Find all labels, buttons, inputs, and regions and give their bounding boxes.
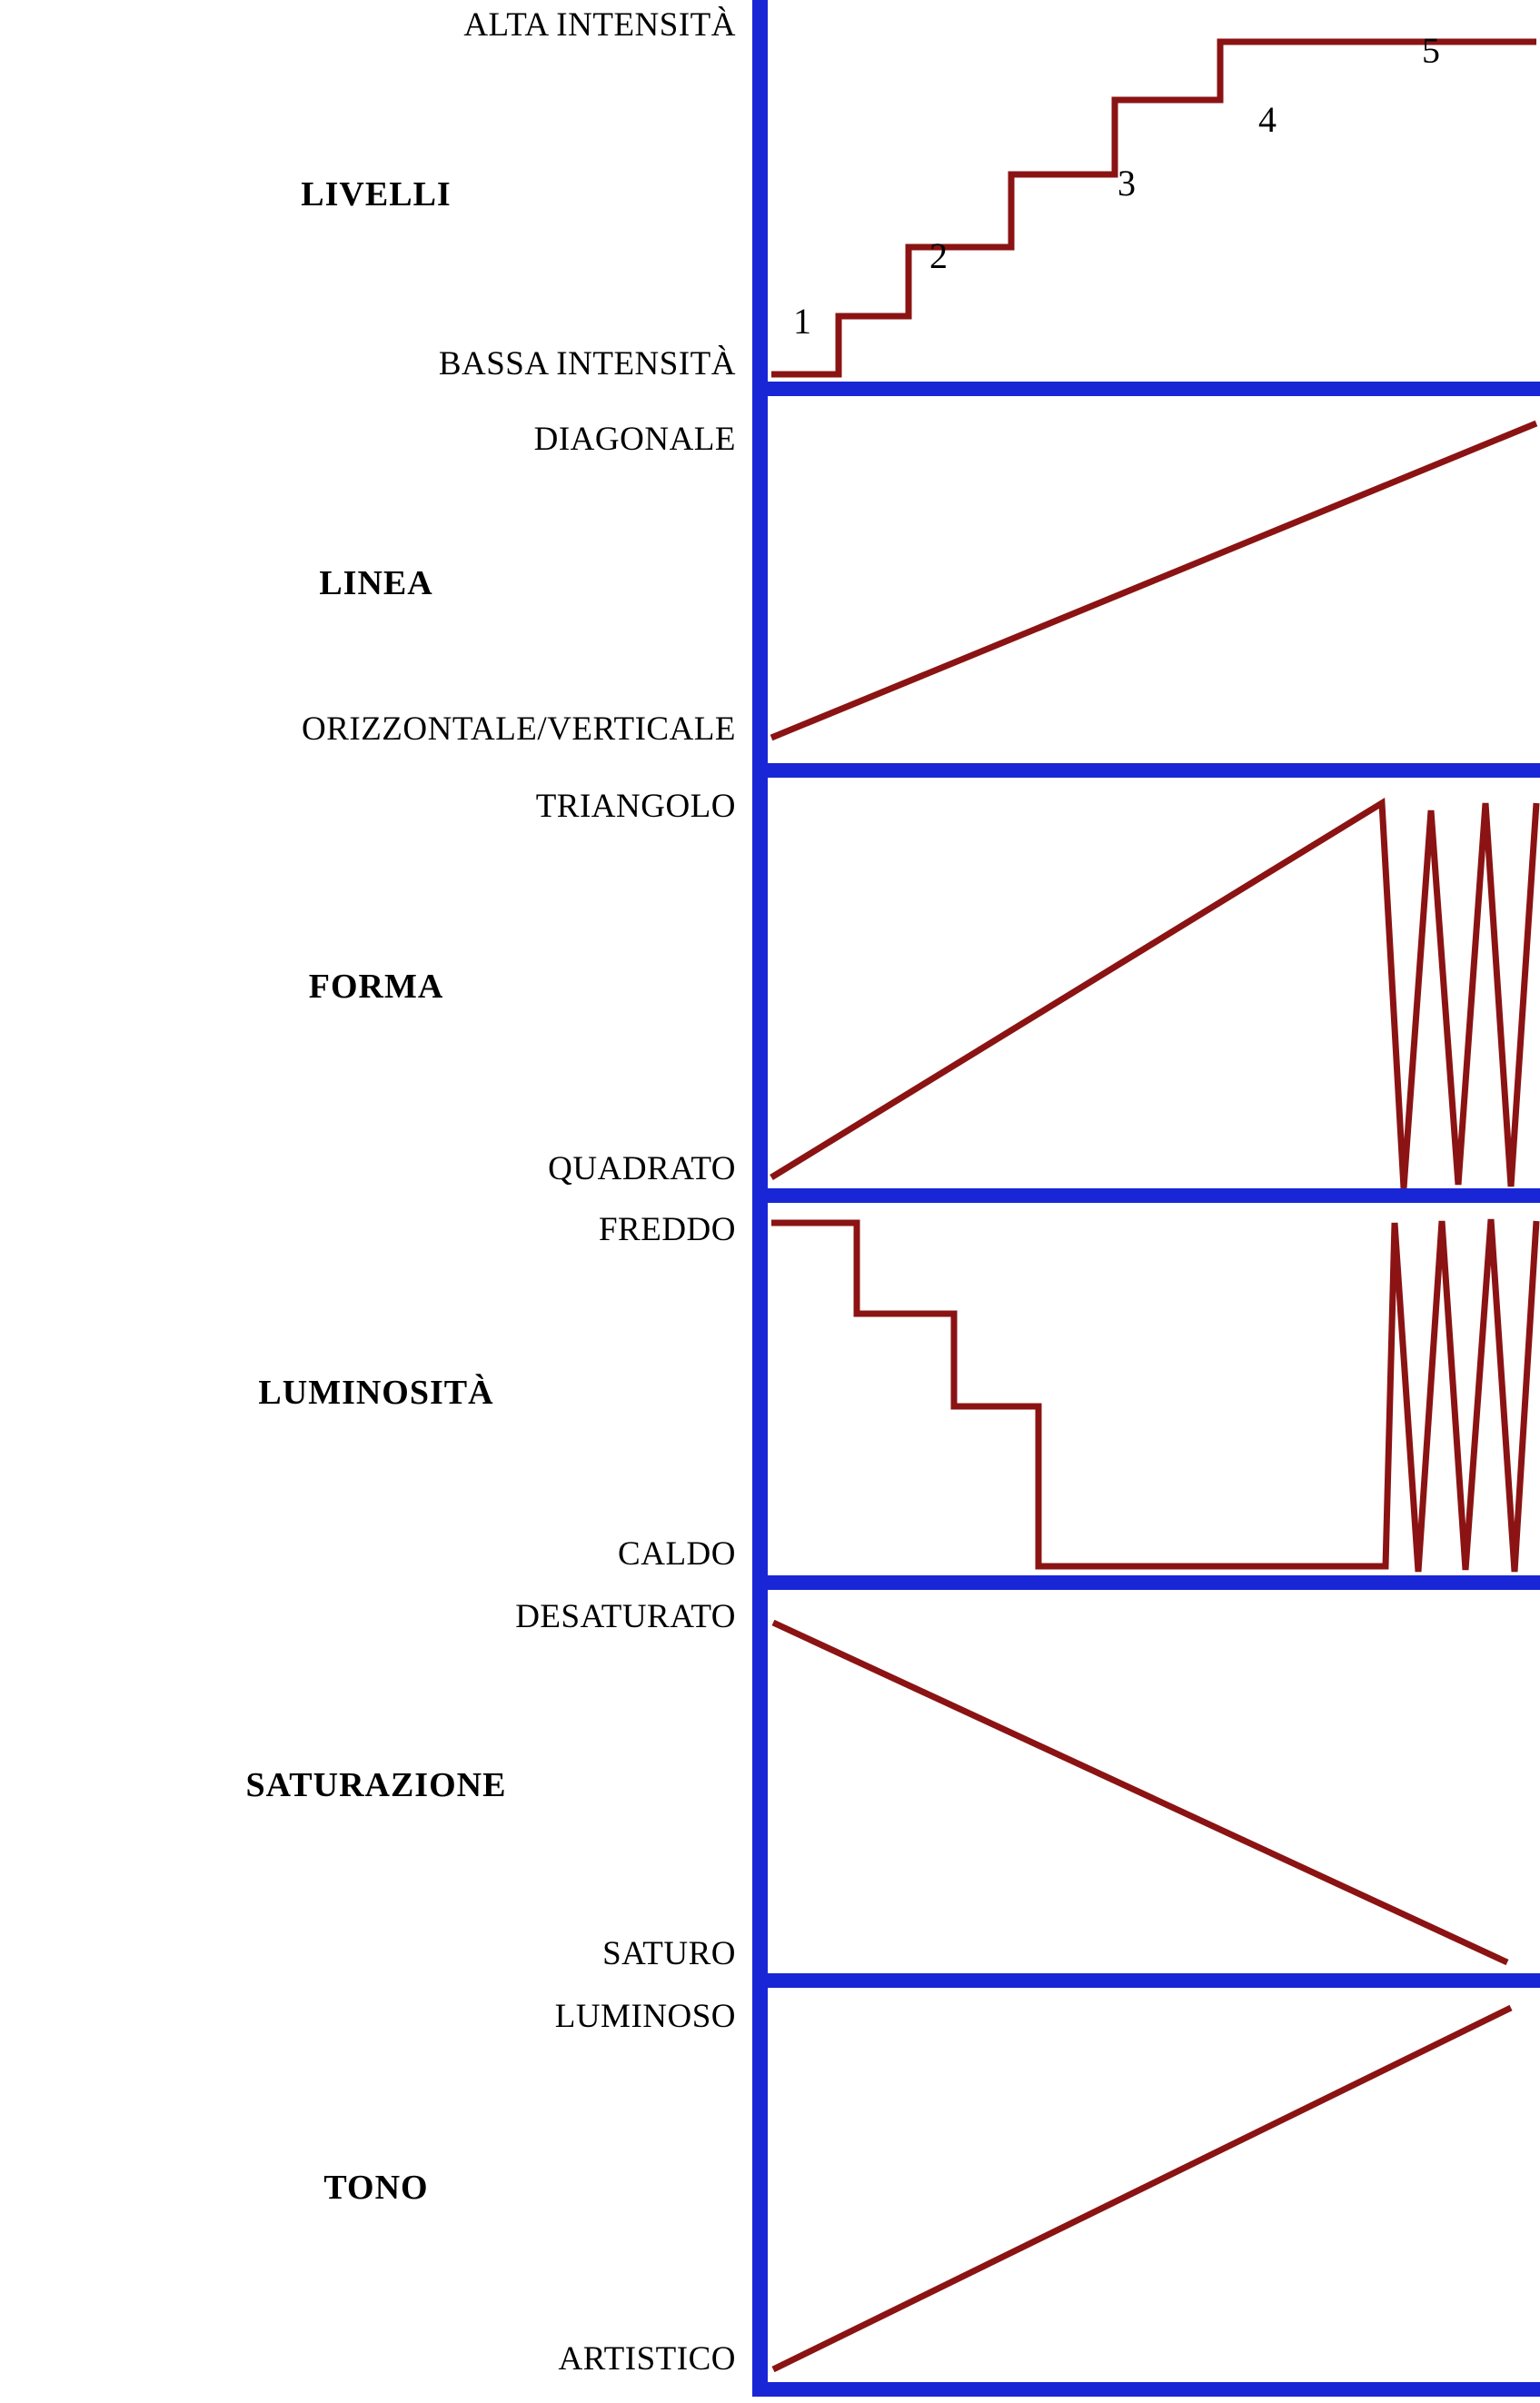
panel-saturazione-curve xyxy=(768,1590,1540,1981)
panel-livelli-labels xyxy=(0,0,752,389)
panel-forma-curve xyxy=(768,778,1540,1196)
step-label-2: 2 xyxy=(929,235,948,276)
panel-linea-labels xyxy=(0,396,752,770)
step-label-1: 1 xyxy=(793,301,811,342)
panel-saturazione-top-label: DESATURATO xyxy=(515,1598,736,1635)
axis-horizontal-forma xyxy=(752,1188,1540,1203)
axis-vertical-luminosita xyxy=(752,1203,768,1583)
panel-saturazione-category: SATURAZIONE xyxy=(245,1766,507,1804)
axis-horizontal-linea xyxy=(752,763,1540,778)
panel-luminosita-top-label: FREDDO xyxy=(598,1211,736,1248)
step-label-5: 5 xyxy=(1422,30,1440,71)
panel-linea-top-label: DIAGONALE xyxy=(533,421,736,458)
panel-saturazione-bottom-label: SATURO xyxy=(602,1935,736,1972)
panel-saturazione xyxy=(0,1590,1540,1981)
panel-tono-category: TONO xyxy=(323,2169,429,2207)
axis-vertical-livelli xyxy=(752,0,768,389)
step-label-4: 4 xyxy=(1258,99,1277,140)
panel-linea-category: LINEA xyxy=(319,564,433,602)
axis-vertical-tono xyxy=(752,1988,768,2388)
step-label-3: 3 xyxy=(1118,163,1136,204)
panel-luminosita-bottom-label: CALDO xyxy=(618,1535,736,1573)
panel-saturazione-plot xyxy=(768,1590,1540,1981)
panel-forma-plot xyxy=(768,778,1540,1196)
axis-vertical-forma xyxy=(752,778,768,1196)
panel-livelli-top-label: ALTA INTENSITÀ xyxy=(463,6,736,44)
panel-tono-bottom-label: ARTISTICO xyxy=(558,2340,736,2378)
panel-tono-plot xyxy=(768,1988,1540,2388)
panel-forma-labels xyxy=(0,778,752,1196)
panel-linea-plot xyxy=(768,396,1540,770)
panel-tono-curve xyxy=(768,1988,1540,2388)
panel-forma-category: FORMA xyxy=(308,968,444,1006)
panel-tono xyxy=(0,1988,1540,2388)
panel-luminosita xyxy=(0,1203,1540,1583)
panel-linea xyxy=(0,396,1540,770)
panel-tono-labels xyxy=(0,1988,752,2388)
axis-horizontal-livelli xyxy=(752,382,1540,396)
panel-livelli xyxy=(0,0,1540,389)
panel-luminosita-curve xyxy=(768,1203,1540,1583)
panel-livelli-plot xyxy=(768,0,1540,389)
panel-forma-bottom-label: QUADRATO xyxy=(548,1150,736,1187)
panel-saturazione-labels xyxy=(0,1590,752,1981)
panel-linea-curve xyxy=(768,396,1540,770)
panel-linea-bottom-label: ORIZZONTALE/VERTICALE xyxy=(301,710,736,748)
panel-forma-top-label: TRIANGOLO xyxy=(535,788,736,825)
panel-tono-top-label: LUMINOSO xyxy=(554,1998,736,2035)
axis-horizontal-saturazione xyxy=(752,1973,1540,1988)
panel-luminosita-labels xyxy=(0,1203,752,1583)
axis-horizontal-tono xyxy=(752,2382,1540,2397)
panel-forma xyxy=(0,778,1540,1196)
panel-luminosita-category: LUMINOSITÀ xyxy=(258,1374,494,1412)
panel-luminosita-plot xyxy=(768,1203,1540,1583)
axis-vertical-saturazione xyxy=(752,1590,768,1981)
panel-livelli-category: LIVELLI xyxy=(301,175,452,213)
panel-livelli-bottom-label: BASSA INTENSITÀ xyxy=(438,345,736,382)
axis-vertical-linea xyxy=(752,396,768,770)
axis-horizontal-luminosita xyxy=(752,1575,1540,1590)
